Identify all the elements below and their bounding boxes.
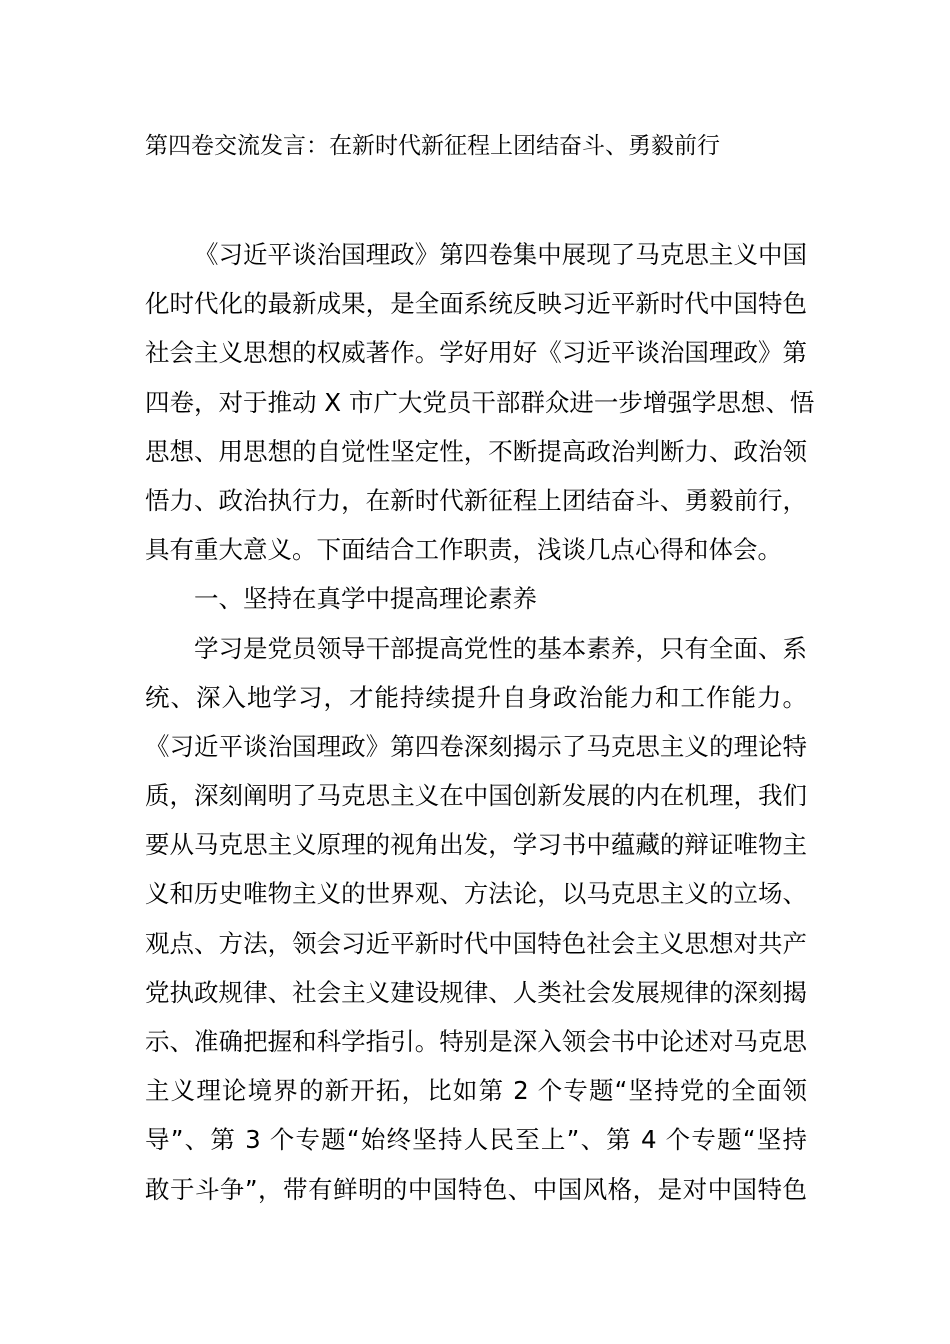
paragraph-line: 《习近平谈治国理政》第四卷深刻揭示了马克思主义的理论特 — [145, 731, 807, 761]
paragraph-line: 导”、第 3 个专题“始终坚持人民至上”、第 4 个专题“坚持 — [145, 1125, 807, 1155]
paragraph-line: 统、深入地学习，才能持续提升自身政治能力和工作能力。 — [145, 682, 807, 712]
paragraph-line: 具有重大意义。下面结合工作职责，浅谈几点心得和体会。 — [145, 535, 782, 565]
document-body — [145, 230, 815, 1214]
paragraph-line: 观点、方法，领会习近平新时代中国特色社会主义思想对共产 — [145, 928, 807, 958]
paragraph-line: 四卷，对于推动 X 市广大党员干部群众进一步增强学思想、悟 — [145, 387, 815, 417]
paragraph-line: 主义理论境界的新开拓，比如第 2 个专题“坚持党的全面领 — [145, 1076, 807, 1106]
paragraph-line: 化时代化的最新成果，是全面系统反映习近平新时代中国特色 — [145, 289, 807, 319]
paragraph-line: 示、准确把握和科学指引。特别是深入领会书中论述对马克思 — [145, 1027, 807, 1056]
paragraph-line: 义和历史唯物主义的世界观、方法论，以马克思主义的立场、 — [145, 879, 807, 909]
document-title: 第四卷交流发言：在新时代新征程上团结奋斗、勇毅前行 — [145, 133, 720, 159]
paragraph-line: 社会主义思想的权威著作。学好用好《习近平谈治国理政》第 — [145, 338, 807, 368]
paragraph-line: 思想、用思想的自觉性坚定性，不断提高政治判断力、政治领 — [145, 436, 807, 466]
paragraph-line: 党执政规律、社会主义建设规律、人类社会发展规律的深刻揭 — [145, 977, 807, 1007]
paragraph-line: 学习是党员领导干部提高党性的基本素养，只有全面、系 — [194, 633, 807, 663]
paragraph-line: 质，深刻阐明了马克思主义在中国创新发展的内在机理，我们 — [145, 781, 807, 811]
paragraph-line: 敢于斗争”，带有鲜明的中国特色、中国风格，是对中国特色 — [145, 1174, 807, 1204]
paragraph-line: 要从马克思主义原理的视角出发，学习书中蕴藏的辩证唯物主 — [145, 830, 807, 860]
paragraph-line: 《习近平谈治国理政》第四卷集中展现了马克思主义中国 — [194, 240, 807, 269]
section-heading: 一、坚持在真学中提高理论素养 — [194, 584, 537, 614]
paragraph-line: 悟力、政治执行力，在新时代新征程上团结奋斗、勇毅前行， — [145, 485, 807, 515]
